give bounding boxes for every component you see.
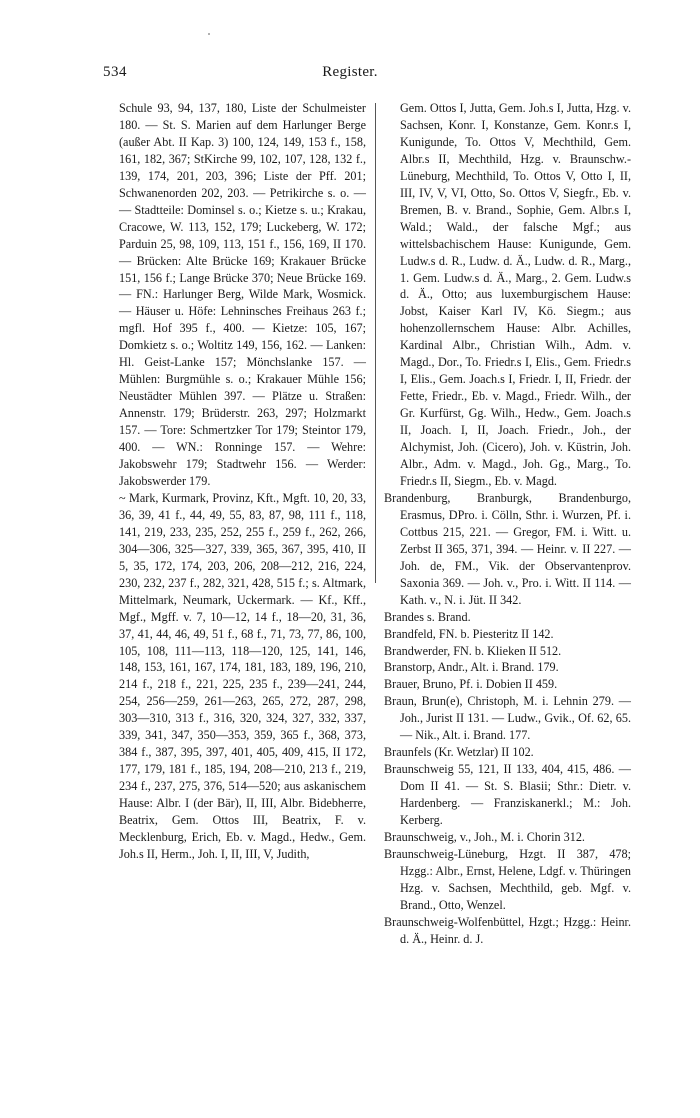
index-entry: Brandwerder, FN. b. Klieken II 512. <box>384 643 562 658</box>
index-entry: Brauer, Bruno, Pf. i. Dobien II 459. <box>384 677 558 692</box>
index-entry: Braunschweig, v., Joh., M. i. Chorin 312. <box>384 829 585 844</box>
index-entry: Brandes s. Brand. <box>384 609 471 624</box>
index-entry: ~ Mark, Kurmark, Provinz, Kft., Mgft. 10, 20, 33, 36, 39, 41 f., 44, 49, 55, 83, 87, 98, 111 f., 118, 141, 219, 233, 235, 252, 255 f., 259 f., 262, 266, 304—306, 325—327, 339, 365, 367, 395, 410, II 5, 35, 172, 174, 203, 206, 208—212, 216, 224, 230, 232, 237 f., 282, 321, 428, 515 f.; s. Altmark, Mittelmark, Neumark, Uckermark. — Kf., Kff., Mgf., Mgff. v. 7, 10—12, 14 f., 18—20, 31, 36, 37, 41, 44, 46, 49, 51 f., 68 f., 71, 73, 77, 86, 100, 105, 108, 111—113, 118—120, 125, 141, 146, 148, 153, 161, 167, 174, 181, 183, 189, 196, 210, 214 f., 218 f., 221, 225, 235 f., 239—241, 244, 254, 256—259, 261—263, 265, 272, 287, 298, 303—310, 313 f., 316, 320, 324, 327, 332, 337, 339, 341, 347, 350—353, 359, 365 f., 368, 373, 384 f., 387, 395, 397, 401, 405, 409, 415, II 172, 177, 179, 181 f., 185, 194, 208—210, 213 f., 219, 234 f., 237, 275, 376, 514—520; aus askanischem Hause: Albr. I (der Bär), II, III, Albr. Bidebherre, Beatrix, Gem. Ottos III, Beatrix, F. v. Mecklenburg, Erich, Eb. v. Magd., Hedw., Gem. Joh.s II, Herm., Joh. I, II, III, V, Judith, <box>119 490 366 861</box>
page-number: 534 <box>103 64 127 80</box>
index-entry: Brandfeld, FN. b. Piesteritz II 142. <box>384 626 554 641</box>
index-entry: Braunschweig-Lüneburg, Hzgt. II 387, 478; Hzgg.: Albr., Ernst, Helene, Ldgf. v. Thüringen Hzg. v. Sachsen, Mechthild, geb. Mgf. v. Brand., Otto, Wenzel. <box>384 846 631 912</box>
index-entry: Braunfels (Kr. Wetzlar) II 102. <box>384 745 534 760</box>
scan-speck <box>208 33 210 35</box>
index-entry: Schule 93, 94, 137, 180, Liste der Schulmeister 180. — St. S. Marien auf dem Harlunger Berge (außer Abt. II Kap. 3) 100, 124, 149, 153 f., 158, 161, 182, 367; StKirche 99, 102, 107, 128, 132 f., 139, 174, 201, 203, 396; Liste der Pff. 201; Schwanenorden 202, 203. — Petrikirche s. o. — — Stadtteile: Dominsel s. o.; Kietze s. u.; Krakau, Cracowe, W. 113, 152, 179; Luckeberg, W. 172; Parduin 25, 98, 109, 113, 151 f., 156, 169, II 170. — Brücken: Alte Brücke 169; Krakauer Brücke 151, 156 f.; Lange Brücke 370; Neue Brücke 169. — FN.: Harlunger Berg, Wilde Mark, Wosmick. — Häuser u. Höfe: Lehninsches Freihaus 263 f.; mgfl. Hof 395 f., 400. — Kietze: 105, 167; Domkietz s. o.; Woltitz 149, 156, 162. — Lanken: Hl. Geist-Lanke 157; Mönchslanke 157. — Mühlen: Burgmühle s. o.; Krakauer Mühle 156; Neustädter Mühlen 397. — Plätze u. Straßen: Annenstr. 179; Brüderstr. 263, 297; Holzmarkt 157. — Tore: Schmertzker Tor 179; Steintor 179, 400. — WN.: Ronninge 157. — Wehre: Jakobswehr 179; Stadtwehr 156. — Werder: Jakobswerder 179. <box>119 101 366 488</box>
index-entry: Braunschweig 55, 121, II 133, 404, 415, 486. — Dom II 41. — St. S. Blasii; Sthr.: Dietr. v. Hardenberg. — Franziskanerkl.; M.: Joh. Kerberg. <box>384 762 631 828</box>
right-column <box>384 100 631 948</box>
index-entry: Branstorp, Andr., Alt. i. Brand. 179. <box>384 660 559 675</box>
running-title: Register. <box>322 64 378 80</box>
index-entry: Braunschweig-Wolfenbüttel, Hzgt.; Hzgg.: Heinr. d. Ä., Heinr. d. J. <box>384 914 631 946</box>
index-entry: Braun, Brun(e), Christoph, M. i. Lehnin 279. — Joh., Jurist II 131. — Ludw., Gvik., Of. 62, 65. — Nik., Alt. i. Brand. 177. <box>384 694 631 743</box>
left-column <box>119 100 366 863</box>
index-entry: Brandenburg, Branburgk, Brandenburgo, Erasmus, DPro. i. Cölln, Sthr. i. Wurzen, Pf. i. Cottbus 215, 221. — Gregor, FM. i. Witt. u. Zerbst II 365, 371, 394. — Heinr. v. II 227. — Joh. de, FM., Vik. der Observantenprov. Saxonia 369. — Joh. v., Pro. i. Witt. II 114. — Kath. v., N. i. Jüt. II 342. <box>384 490 631 607</box>
column-divider <box>375 103 376 583</box>
index-entry: Gem. Ottos I, Jutta, Gem. Joh.s I, Jutta, Hzg. v. Sachsen, Konr. I, Konstanze, Gem. Konr.s I, Kunigunde, To. Ottos V, Mechthild, Gem. Albr.s II, Mechthild, Hzg. v. Braunschw.-Lüneburg, Mechthild, To. Ottos V, Otto I, II, III, IV, V, VI, Otto, So. Ottos V, Siegfr., Eb. v. Bremen, B. v. Brand., Sophie, Gem. Albr.s I, Wald.; Wald., der falsche Mgf.; aus wittelsbachischem Hause: Kunigunde, Gem. Ludw.s d. R., Ludw. d. Ä., Ludw. d. R., Marg., 1. Gem. Ludw.s d. Ä., Marg., 2. Gem. Ludw.s d. Ä., Otto; aus luxemburgischem Hause: Jobst, Kaiser Karl IV, Kö. Siegm.; aus hohenzollernschem Hause: Albr. Achilles, Kardinal Albr., Christian Wilh., Adm. v. Magd., Dor., To. Friedr.s I, Elis., Gem. Friedr.s I, Elis., Gem. Joach.s I, Friedr. I, II, Friedr. der Fette, Friedr., Eb. v. Magd., Friedr. Wilh., der Gr. Kurfürst, Gg. Wilh., Hedw., Gem. Joach.s II, Joach. I, II, Joach. Friedr., Joh., der Alchymist, Joh. (Cicero), Joh. v. Küstrin, Joh. Albr., Adm. v. Magd., Joh. Gg., Marg., To. Friedr.s II, Siegm., Eb. v. Magd. <box>400 101 631 488</box>
